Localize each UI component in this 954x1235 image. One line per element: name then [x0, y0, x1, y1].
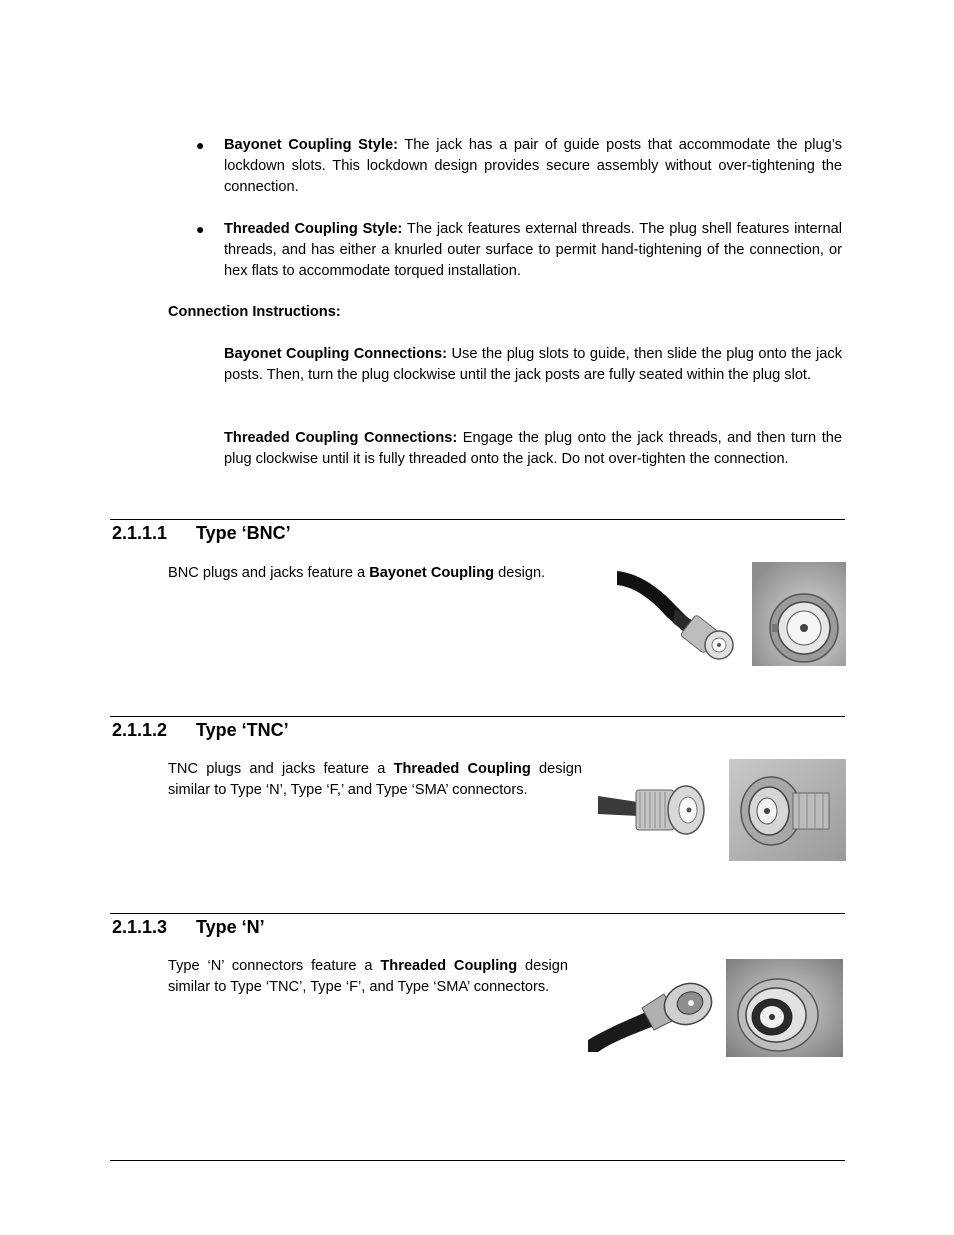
section-heading-n [112, 917, 265, 938]
bnc-jack-photo [752, 562, 846, 666]
bullet-term: Threaded Coupling Style: [224, 221, 403, 237]
n-plug-photo [588, 976, 716, 1052]
section-number: 2.1.1.2 [112, 720, 168, 740]
section-title: Type ‘N’ [196, 917, 265, 937]
section-number: 2.1.1.3 [112, 917, 168, 937]
section-rule [110, 913, 845, 914]
bnc-description: BNC plugs and jacks feature a Bayonet Coupling design. [168, 565, 546, 581]
bullet-text: The jack has a pair of guide posts that accommodate the plug’s lockdown slots. This lockdown design provides secure assembly without over-tightening the connection. [224, 137, 842, 195]
n-description: Type ‘N’ connectors feature a Threaded Coupling design similar to Type ‘TNC’, Type ‘F’, and Type ‘SMA’ connectors. [168, 958, 568, 995]
bullet-term: Bayonet Coupling Style: [224, 137, 398, 153]
bullet-text: The jack features external threads. The plug shell features internal threads, and has either a knurled outer surface to permit hand-tightening of the connection, or hex flats to accommodate torqued installation. [224, 221, 842, 279]
section-rule [110, 716, 845, 717]
bullet-dot-icon: ● [196, 137, 205, 153]
section-heading-tnc [112, 720, 289, 741]
section-number: 2.1.1.1 [112, 523, 168, 543]
connection-instructions-heading: Connection Instructions: [168, 304, 341, 320]
threaded-connections-paragraph [224, 428, 842, 470]
n-jack-photo [726, 959, 843, 1057]
bullet-dot-icon: ● [196, 221, 205, 237]
tnc-description: TNC plugs and jacks feature a Threaded Coupling design similar to Type ‘N’, Type ‘F,’ and Type ‘SMA’ connectors. [168, 761, 583, 798]
bullet-bayonet-style [196, 135, 842, 198]
section-title: Type ‘BNC’ [196, 523, 291, 543]
bayonet-connections-paragraph [224, 344, 842, 386]
paragraph-text: Engage the plug onto the jack threads, and then turn the plug clockwise until it is fully threaded onto the jack. Do not over-tighten the connection. [224, 430, 842, 467]
section-rule [110, 519, 845, 520]
paragraph-term: Threaded Coupling Connections: [224, 430, 458, 446]
section-heading-bnc [112, 523, 291, 544]
paragraph-text: Use the plug slots to guide, then slide the plug onto the jack posts. Then, turn the plug clockwise until the jack posts are fully seated within the plug slot. [224, 346, 842, 383]
bnc-plug-photo [617, 565, 741, 665]
section-title: Type ‘TNC’ [196, 720, 289, 740]
paragraph-term: Bayonet Coupling Connections: [224, 346, 447, 362]
footer-rule [110, 1160, 845, 1161]
tnc-jack-photo [729, 759, 846, 861]
tnc-plug-photo [598, 770, 714, 844]
bullet-threaded-style [196, 219, 842, 282]
